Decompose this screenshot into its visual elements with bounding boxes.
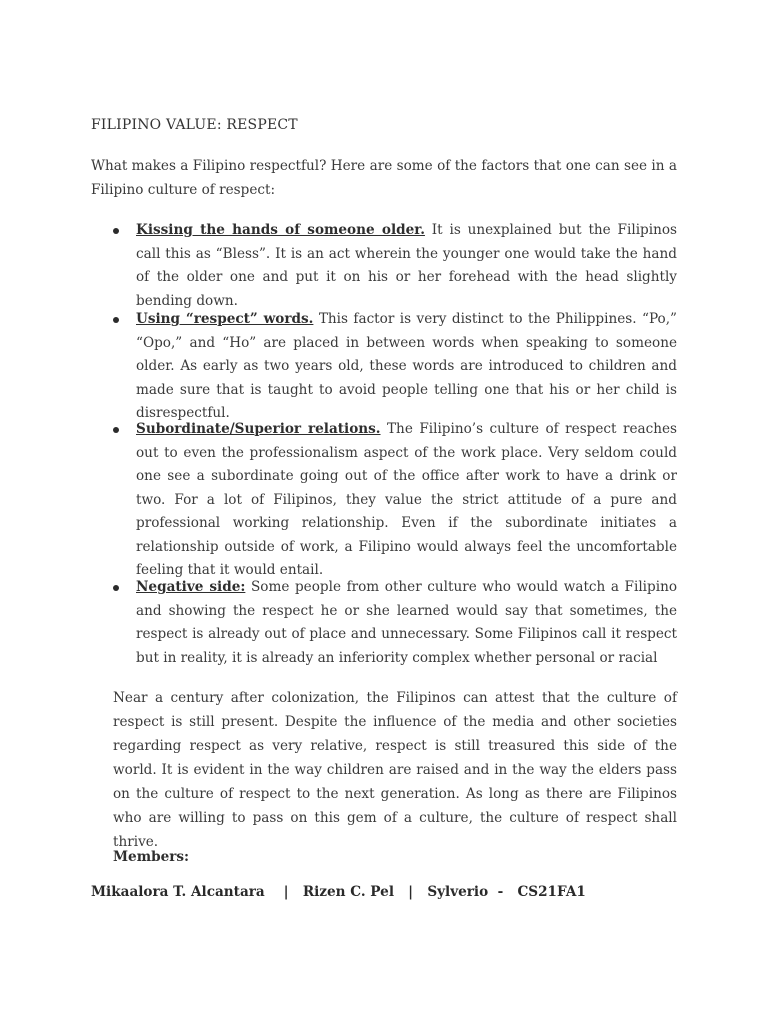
list-item-body: The Filipino’s culture of respect reaches out to even the professionalism aspect of the work place. Very seldom could one see a subordinate going out of the office after work to have a drink or two. For a lot of Filipinos, they value the strict attitude of a pure and professional working relationship. Even if the subordinate initiates a relationship outside of work, a Filipino would always feel the uncomfortable feeling that it would entail. <box>136 421 677 578</box>
bullet-icon <box>113 585 119 591</box>
bullet-icon <box>113 427 119 433</box>
list-item-heading: Negative side: <box>136 579 246 595</box>
list-item-body: Some people from other culture who would watch a Filipino and showing the respect he or she learned would say that sometimes, the respect is already out of place and unnecessary. Some Filipinos call it respect but in reality, it is already an inferiority complex whether personal or racial <box>136 579 678 666</box>
list-item-text <box>136 418 677 583</box>
list-item-body: It is unexplained but the Filipinos call this as “Bless”. It is an act wherein the younger one would take the hand of the older one and put it on his or her forehead with the head slightly bending down. <box>136 222 678 309</box>
members-list: Mikaalora T. Alcantara | Rizen C. Pel | Sylverio - CS21FA1 <box>91 884 586 900</box>
bullet-icon <box>113 228 119 234</box>
list-item-text <box>136 576 677 670</box>
document-title: FILIPINO VALUE: RESPECT <box>91 117 298 133</box>
list-item-text <box>136 308 677 426</box>
intro-paragraph: What makes a Filipino respectful? Here are some of the factors that one can see in a Filipino culture of respect: <box>91 158 677 198</box>
bullet-icon <box>113 317 119 323</box>
list-item-heading: Kissing the hands of someone older. <box>136 222 425 238</box>
closing-paragraph: Near a century after colonization, the Filipinos can attest that the culture of respect is still present. Despite the influence of the media and other societies regarding respect as very relative, respect is still treasured this side of the world. It is evident in the way children are raised and in the way the elders pass on the culture of respect to the next generation. As long as there are Filipinos who are willing to pass on this gem of a culture, the culture of respect shall thrive. <box>113 690 677 850</box>
list-item-heading: Using “respect” words. <box>136 311 314 327</box>
list-item-heading: Subordinate/Superior relations. <box>136 421 381 437</box>
members-label: Members: <box>113 849 190 865</box>
list-item-body: This factor is very distinct to the Philippines. “Po,” “Opo,” and “Ho” are placed in between words when speaking to someone older. As early as two years old, these words are introduced to children and made sure that is taught to avoid people telling one that his or her child is disrespectful. <box>136 311 677 421</box>
list-item-text <box>136 219 677 313</box>
